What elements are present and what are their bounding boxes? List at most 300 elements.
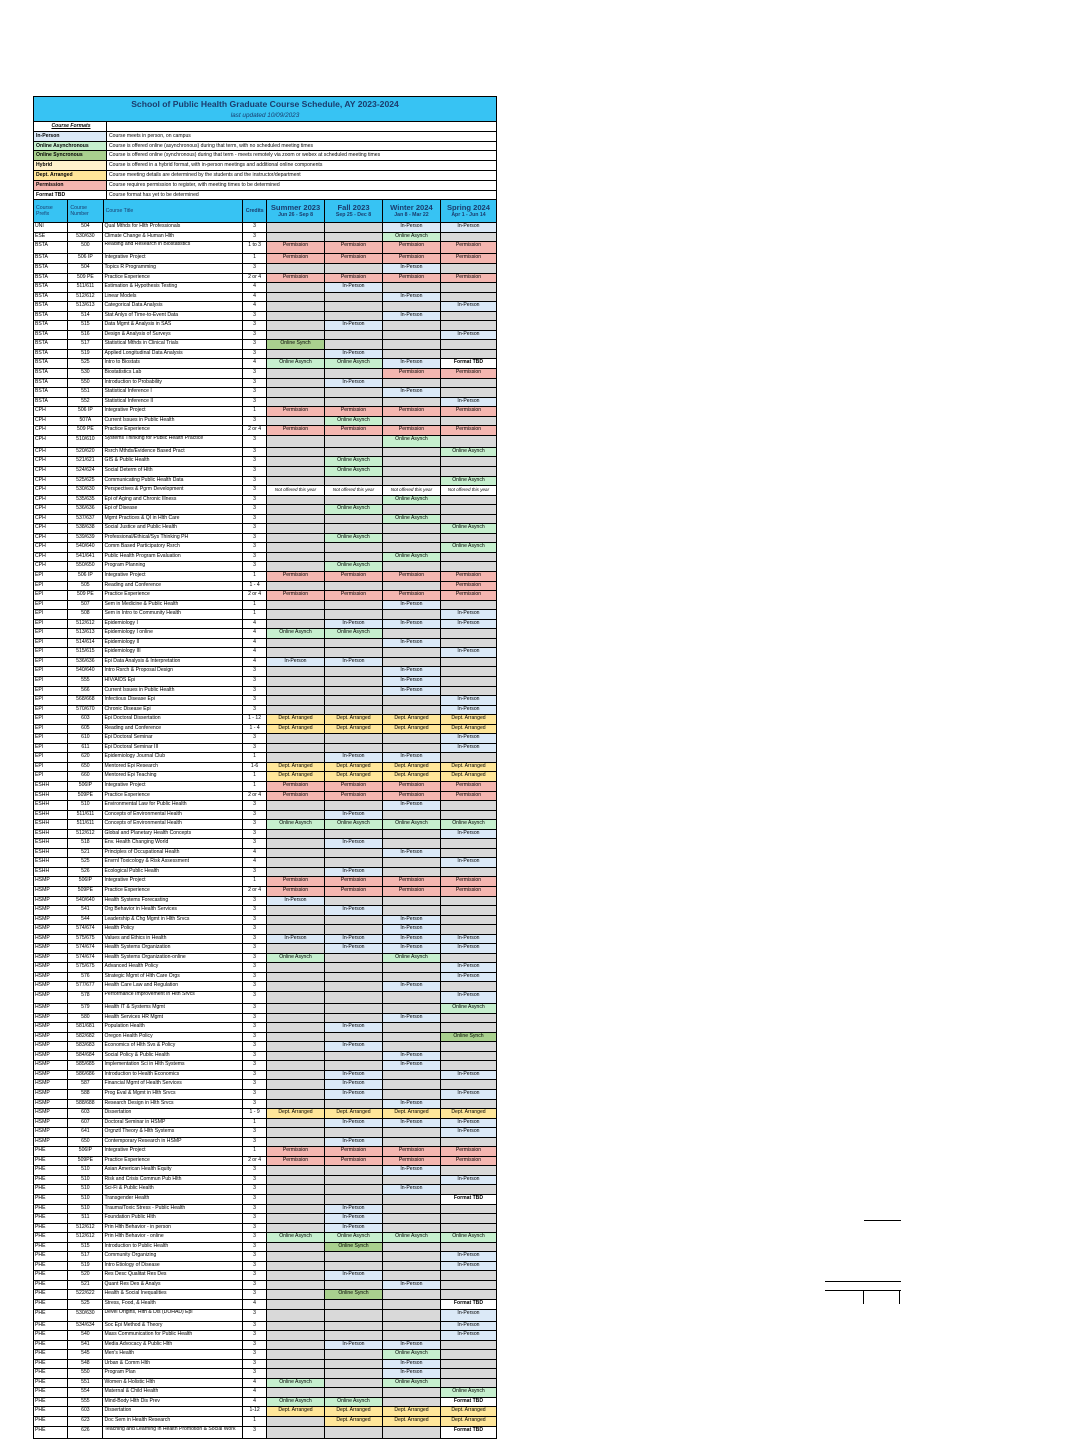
- course-title: HIV/AIDS Epi: [103, 677, 243, 686]
- spring-format: Online Asynch: [441, 477, 496, 486]
- fall-format: In-Person: [325, 906, 383, 915]
- summer-format: [267, 1205, 325, 1214]
- course-prefix: CPH: [34, 543, 68, 552]
- spring-format: In-Person: [441, 1176, 496, 1185]
- summer-format: Dept. Arranged: [267, 1109, 325, 1118]
- course-title: Health & Social Inequalities: [103, 1290, 243, 1299]
- course-title: Concepts of Environmental Health: [103, 811, 243, 820]
- spring-format: Online Asynch: [441, 524, 496, 533]
- course-number: 520/620: [68, 448, 103, 457]
- winter-format: Dept. Arranged: [383, 1407, 441, 1416]
- winter-format: [383, 505, 441, 514]
- table-row: [34, 330, 496, 340]
- winter-format: [383, 906, 441, 915]
- table-row: [34, 686, 496, 696]
- header-term-spring: Spring 2024: [446, 203, 490, 213]
- summer-format: Permission: [267, 591, 325, 600]
- fall-format: [325, 849, 383, 858]
- spring-format: Not offered this year: [441, 486, 496, 495]
- spring-format: [441, 1205, 496, 1214]
- course-number: 550/650: [68, 562, 103, 571]
- course-title: Women & Holistic Hlth: [103, 1379, 243, 1388]
- course-credits: 3: [243, 505, 267, 514]
- course-number: 509PE: [68, 792, 103, 801]
- course-number: 530/630: [68, 486, 103, 495]
- course-number: 544: [68, 916, 103, 925]
- course-number: 506 IP: [68, 407, 103, 416]
- spring-format: [441, 1014, 496, 1023]
- course-credits: 1: [243, 601, 267, 610]
- course-title: Foundation Public Hlth: [103, 1214, 243, 1223]
- summer-format: In-Person: [267, 935, 325, 944]
- summer-format: [267, 1224, 325, 1233]
- course-prefix: CPH: [34, 457, 68, 466]
- course-credits: 3: [243, 486, 267, 495]
- winter-format: In-Person: [383, 1100, 441, 1109]
- header-dates-spring: Apr 1 - Jun 14: [451, 212, 486, 219]
- spring-format: In-Person: [441, 620, 496, 629]
- course-credits: 3: [243, 925, 267, 934]
- winter-format: Permission: [383, 591, 441, 600]
- summer-format: Permission: [267, 1157, 325, 1166]
- summer-format: [267, 744, 325, 753]
- course-title: Data Mgmt & Analysis in SAS: [103, 321, 243, 330]
- course-number: 574/674: [68, 925, 103, 934]
- course-title: Mgmt Practices & QI in Hlth Care: [103, 515, 243, 524]
- winter-format: In-Person: [383, 601, 441, 610]
- summer-format: Permission: [267, 887, 325, 896]
- course-title: Design & Analysis of Surveys: [103, 331, 243, 340]
- fall-format: [325, 897, 383, 906]
- winter-format: Permission: [383, 254, 441, 263]
- fall-format: [325, 448, 383, 457]
- winter-format: In-Person: [383, 1360, 441, 1369]
- spring-format: Permission: [441, 426, 496, 435]
- summer-format: [267, 734, 325, 743]
- spring-format: In-Person: [441, 973, 496, 982]
- course-number: 513/613: [68, 629, 103, 638]
- course-number: 517: [68, 340, 103, 349]
- summer-format: [267, 436, 325, 447]
- course-number: 539/639: [68, 534, 103, 543]
- fall-format: [325, 1427, 383, 1438]
- course-title: Quant Res Des & Analys: [103, 1281, 243, 1290]
- course-prefix: PHE: [34, 1379, 68, 1388]
- summer-format: [267, 331, 325, 340]
- winter-format: [383, 811, 441, 820]
- course-prefix: BSTA: [34, 283, 68, 292]
- course-prefix: CPH: [34, 562, 68, 571]
- spring-format: In-Person: [441, 1119, 496, 1128]
- table-row: [34, 1194, 496, 1204]
- spring-format: [441, 925, 496, 934]
- table-row: [34, 600, 496, 610]
- course-title: Public Health Program Evaluation: [103, 553, 243, 562]
- course-title: Practice Experience: [103, 274, 243, 283]
- course-title: Intro Rsrch & Proposal Design: [103, 667, 243, 676]
- course-title: Transgender Health: [103, 1195, 243, 1204]
- fall-format: Dept. Arranged: [325, 715, 383, 724]
- course-number: 574/674: [68, 954, 103, 963]
- table-row: [34, 771, 496, 781]
- course-prefix: EPI: [34, 706, 68, 715]
- winter-format: Permission: [383, 274, 441, 283]
- course-credits: 3: [243, 1080, 267, 1089]
- course-title: Advanced Health Policy: [103, 963, 243, 972]
- summer-format: [267, 639, 325, 648]
- winter-format: [383, 1128, 441, 1137]
- course-number: 576: [68, 973, 103, 982]
- summer-format: [267, 1185, 325, 1194]
- summer-format: [267, 417, 325, 426]
- course-number: 540/640: [68, 667, 103, 676]
- course-credits: 3: [243, 223, 267, 232]
- winter-format: In-Person: [383, 264, 441, 273]
- course-prefix: PHE: [34, 1195, 68, 1204]
- summer-format: [267, 1310, 325, 1321]
- summer-format: [267, 515, 325, 524]
- course-title: Trauma/Toxic Stress - Public Health: [103, 1205, 243, 1214]
- winter-format: In-Person: [383, 312, 441, 321]
- course-title: Intro Etiology of Disease: [103, 1262, 243, 1271]
- course-prefix: HSMP: [34, 1128, 68, 1137]
- summer-format: [267, 321, 325, 330]
- winter-format: [383, 448, 441, 457]
- fall-format: In-Person: [325, 379, 383, 388]
- spring-format: [441, 839, 496, 848]
- course-title: Stat Anlys of Time-to-Event Data: [103, 312, 243, 321]
- spring-format: [441, 982, 496, 991]
- winter-format: [383, 1023, 441, 1032]
- course-title: Social Policy & Public Health: [103, 1052, 243, 1061]
- course-credits: 1: [243, 572, 267, 581]
- spring-format: [441, 350, 496, 359]
- fall-format: Permission: [325, 242, 383, 253]
- course-prefix: PHE: [34, 1185, 68, 1194]
- course-prefix: CPH: [34, 505, 68, 514]
- fall-format: Online Asynch: [325, 417, 383, 426]
- table-row: [34, 1070, 496, 1080]
- course-title: Epi of Aging and Chronic Illness: [103, 496, 243, 505]
- fall-format: In-Person: [325, 1341, 383, 1350]
- header-number: Course Number: [68, 200, 103, 222]
- course-prefix: CPH: [34, 467, 68, 476]
- course-prefix: CPH: [34, 553, 68, 562]
- course-number: 582/682: [68, 1033, 103, 1042]
- course-credits: 1: [243, 610, 267, 619]
- spring-format: [441, 496, 496, 505]
- winter-format: In-Person: [383, 1052, 441, 1061]
- course-credits: 3: [243, 312, 267, 321]
- spring-format: Format TBD: [441, 1398, 496, 1407]
- spring-format: In-Person: [441, 706, 496, 715]
- summer-format: [267, 706, 325, 715]
- winter-format: [383, 706, 441, 715]
- course-number: 536/636: [68, 505, 103, 514]
- summer-format: [267, 687, 325, 696]
- spring-format: Dept. Arranged: [441, 1109, 496, 1118]
- winter-format: [383, 1071, 441, 1080]
- course-title: Epi Doctoral Dissertation: [103, 715, 243, 724]
- course-credits: 3: [243, 1071, 267, 1080]
- spring-format: [441, 1061, 496, 1070]
- winter-format: [383, 1300, 441, 1309]
- course-prefix: HSMP: [34, 925, 68, 934]
- course-prefix: BSTA: [34, 242, 68, 253]
- course-number: 578: [68, 992, 103, 1003]
- table-row: [34, 848, 496, 858]
- spring-format: In-Person: [441, 992, 496, 1003]
- winter-format: [383, 1331, 441, 1340]
- summer-format: [267, 379, 325, 388]
- course-credits: 4: [243, 648, 267, 657]
- table-row: [34, 1426, 496, 1438]
- spring-format: [441, 677, 496, 686]
- course-prefix: HSMP: [34, 1080, 68, 1089]
- course-title: Sem in Medicine & Public Health: [103, 601, 243, 610]
- fall-format: [325, 312, 383, 321]
- winter-format: [383, 1271, 441, 1280]
- summer-format: [267, 1331, 325, 1340]
- summer-format: [267, 1350, 325, 1359]
- course-prefix: HSMP: [34, 992, 68, 1003]
- summer-format: [267, 1052, 325, 1061]
- winter-format: In-Person: [383, 925, 441, 934]
- course-title: Economics of Hlth Svs & Policy: [103, 1042, 243, 1051]
- course-credits: 1 to 3: [243, 242, 267, 253]
- fall-format: [325, 582, 383, 591]
- fall-format: Permission: [325, 426, 383, 435]
- winter-format: Permission: [383, 426, 441, 435]
- table-row: [34, 514, 496, 524]
- course-number: 551: [68, 1379, 103, 1388]
- course-credits: 3: [243, 321, 267, 330]
- fall-format: Online Asynch: [325, 1398, 383, 1407]
- winter-format: In-Person: [383, 223, 441, 232]
- spring-format: Dept. Arranged: [441, 1407, 496, 1416]
- spring-format: In-Person: [441, 858, 496, 867]
- course-number: 552: [68, 398, 103, 407]
- course-title: Prin Hlth Behavior - in person: [103, 1224, 243, 1233]
- spring-format: In-Person: [441, 935, 496, 944]
- course-title: Epidemiology II: [103, 639, 243, 648]
- fall-format: [325, 543, 383, 552]
- table-row: [34, 476, 496, 486]
- course-title: Soc Epi Method & Theory: [103, 1322, 243, 1331]
- course-prefix: PHE: [34, 1252, 68, 1261]
- summer-format: Permission: [267, 782, 325, 791]
- course-title: Population Health: [103, 1023, 243, 1032]
- course-credits: 3: [243, 448, 267, 457]
- course-credits: 2 or 4: [243, 591, 267, 600]
- table-row: [34, 628, 496, 638]
- course-credits: 3: [243, 1271, 267, 1280]
- spring-format: Permission: [441, 254, 496, 263]
- spring-format: Dept. Arranged: [441, 725, 496, 734]
- summer-format: Online Asynch: [267, 629, 325, 638]
- course-credits: 3: [243, 1427, 267, 1438]
- summer-format: Online Asynch: [267, 1379, 325, 1388]
- course-prefix: HSMP: [34, 906, 68, 915]
- table-row: [34, 1060, 496, 1070]
- course-number: 535/635: [68, 496, 103, 505]
- table-row: [34, 292, 496, 302]
- course-number: 550: [68, 1369, 103, 1378]
- fall-format: [325, 302, 383, 311]
- course-credits: 3: [243, 687, 267, 696]
- course-title: Statistical Inference I: [103, 388, 243, 397]
- winter-format: [383, 1322, 441, 1331]
- course-credits: 1 - 9: [243, 1109, 267, 1118]
- course-title: Integrative Project: [103, 572, 243, 581]
- course-number: 541/641: [68, 553, 103, 562]
- course-title: Practice Experience: [103, 887, 243, 896]
- course-credits: 3: [243, 233, 267, 242]
- summer-format: [267, 1033, 325, 1042]
- course-title: Envrnl Toxicology & Risk Assessment: [103, 858, 243, 867]
- winter-format: Permission: [383, 1157, 441, 1166]
- table-row: [34, 533, 496, 543]
- winter-format: [383, 534, 441, 543]
- format-legend-row: [34, 190, 496, 200]
- spring-format: [441, 1369, 496, 1378]
- course-title: Integrative Project: [103, 877, 243, 886]
- summer-format: [267, 1214, 325, 1223]
- table-row: [34, 1359, 496, 1369]
- table-row: [34, 339, 496, 349]
- course-credits: 3: [243, 496, 267, 505]
- spring-format: Format TBD: [441, 359, 496, 368]
- winter-format: [383, 963, 441, 972]
- spring-format: [441, 1243, 496, 1252]
- course-prefix: HSMP: [34, 887, 68, 896]
- winter-format: In-Person: [383, 1061, 441, 1070]
- table-row: [34, 714, 496, 724]
- winter-format: In-Person: [383, 639, 441, 648]
- course-prefix: EPI: [34, 772, 68, 781]
- stray-line: [825, 1281, 901, 1282]
- course-credits: 3: [243, 1061, 267, 1070]
- fall-format: [325, 925, 383, 934]
- course-number: 510: [68, 801, 103, 810]
- course-prefix: CPH: [34, 486, 68, 495]
- table-row: [34, 1032, 496, 1042]
- fall-format: [325, 973, 383, 982]
- summer-format: [267, 1341, 325, 1350]
- course-title: Epi of Disease: [103, 505, 243, 514]
- course-title: Implementation Sci in Hlth Systems: [103, 1061, 243, 1070]
- fall-format: Dept. Arranged: [325, 1407, 383, 1416]
- header-title: Course Title: [104, 200, 244, 222]
- course-prefix: BSTA: [34, 302, 68, 311]
- fall-format: In-Person: [325, 1080, 383, 1089]
- course-prefix: HSMP: [34, 935, 68, 944]
- fall-format: [325, 1360, 383, 1369]
- table-row: [34, 1127, 496, 1137]
- format-legend-row: [34, 180, 496, 190]
- course-credits: 3: [243, 1004, 267, 1013]
- fall-format: [325, 1322, 383, 1331]
- table-row: [34, 896, 496, 906]
- course-credits: 3: [243, 897, 267, 906]
- winter-format: Dept. Arranged: [383, 772, 441, 781]
- course-credits: 3: [243, 264, 267, 273]
- course-title: Epi Doctoral Seminar: [103, 734, 243, 743]
- course-number: 511/611: [68, 811, 103, 820]
- table-row: [34, 263, 496, 273]
- course-credits: 1: [243, 877, 267, 886]
- fall-format: [325, 1195, 383, 1204]
- course-credits: 3: [243, 830, 267, 839]
- table-row: [34, 1223, 496, 1233]
- course-credits: 4: [243, 658, 267, 667]
- spring-format: [441, 1185, 496, 1194]
- summer-format: [267, 963, 325, 972]
- summer-format: Dept. Arranged: [267, 715, 325, 724]
- course-credits: 3: [243, 1341, 267, 1350]
- table-row: [34, 523, 496, 533]
- course-credits: 3: [243, 417, 267, 426]
- course-credits: 3: [243, 1252, 267, 1261]
- spring-format: [441, 667, 496, 676]
- course-title: Global and Planetary Health Concepts: [103, 830, 243, 839]
- spring-format: [441, 1281, 496, 1290]
- summer-format: [267, 457, 325, 466]
- course-number: 574/674: [68, 944, 103, 953]
- course-credits: 3: [243, 1224, 267, 1233]
- spring-format: In-Person: [441, 944, 496, 953]
- winter-format: [383, 1310, 441, 1321]
- course-number: 585/685: [68, 1061, 103, 1070]
- fall-format: In-Person: [325, 1214, 383, 1223]
- stray-line: [864, 1220, 901, 1221]
- course-credits: 3: [243, 1138, 267, 1147]
- winter-format: In-Person: [383, 1341, 441, 1350]
- course-title: Health IT & Systems Mgmt: [103, 1004, 243, 1013]
- summer-format: [267, 801, 325, 810]
- course-number: 511: [68, 1214, 103, 1223]
- course-title: Introduction to Probability: [103, 379, 243, 388]
- course-prefix: CPH: [34, 417, 68, 426]
- course-prefix: EPI: [34, 629, 68, 638]
- spring-format: [441, 658, 496, 667]
- summer-format: [267, 233, 325, 242]
- course-title: Linear Models: [103, 293, 243, 302]
- course-credits: 4: [243, 1379, 267, 1388]
- course-prefix: EPI: [34, 667, 68, 676]
- course-number: 650: [68, 1138, 103, 1147]
- course-title: Perspectives & Pgrm Development: [103, 486, 243, 495]
- course-prefix: EPI: [34, 591, 68, 600]
- spring-format: Dept. Arranged: [441, 715, 496, 724]
- course-prefix: CPH: [34, 496, 68, 505]
- course-prefix: EPI: [34, 610, 68, 619]
- course-table-body: [34, 222, 496, 1437]
- winter-format: [383, 398, 441, 407]
- course-title: Community Organizing: [103, 1252, 243, 1261]
- fall-format: In-Person: [325, 811, 383, 820]
- fall-format: Permission: [325, 1157, 383, 1166]
- course-number: 518: [68, 839, 103, 848]
- fall-format: In-Person: [325, 839, 383, 848]
- course-credits: 3: [243, 1290, 267, 1299]
- fall-format: [325, 264, 383, 273]
- winter-format: [383, 830, 441, 839]
- course-title: Mind-Body Hlth Dis Prev: [103, 1398, 243, 1407]
- table-row: [34, 456, 496, 466]
- course-number: 506IP: [68, 877, 103, 886]
- winter-format: [383, 350, 441, 359]
